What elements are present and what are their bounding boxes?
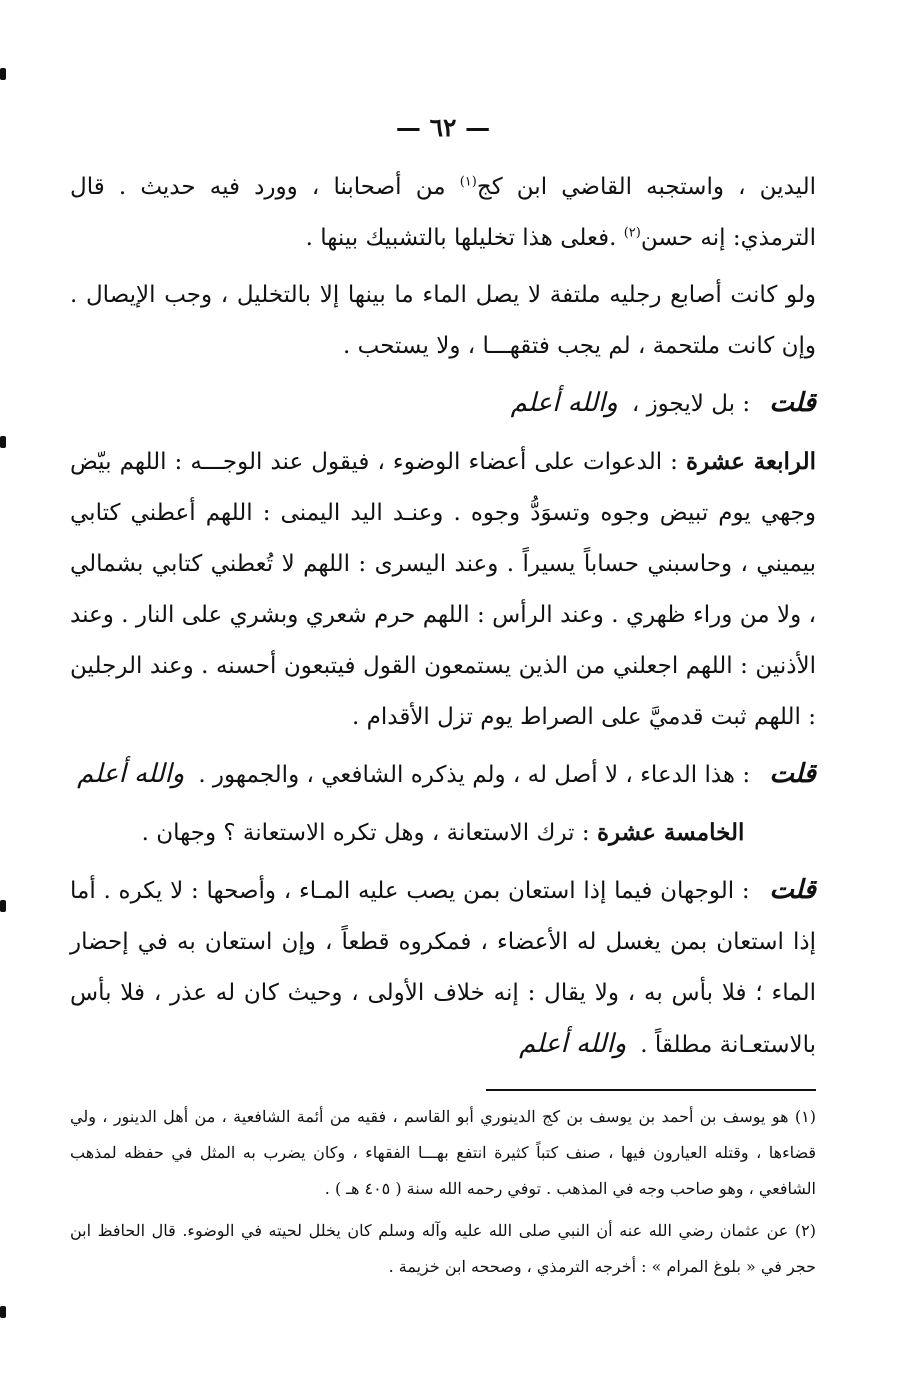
- wallahu-alam-signature: والله أعلم: [510, 388, 618, 418]
- qult-label: قلت: [769, 759, 816, 789]
- paragraph-toes: ولو كانت أصابع رجليه ملتفة لا يصل الماء ما بينها إلا بالتخليل ، وجب الإيصال . وإن كانت ملتحمة ، لم يجب فتقهـــا ، ولا يستحب .: [70, 282, 816, 359]
- wallahu-alam-signature: والله أعلم: [77, 759, 185, 789]
- footnote-separator: [486, 1089, 816, 1091]
- footnote-2: (٢) عن عثمان رضي الله عنه أن النبي صلى الله عليه وآله وسلم كان يخلل لحيته في الوضوء. قال الحافظ ابن حجر في « بلوغ المرام » : أخرجه الترمذي ، وصححه ابن خزيمة .: [70, 1221, 816, 1276]
- book-page: [70, 108, 816, 1338]
- wallahu-alam-signature: والله أعلم: [519, 1029, 627, 1059]
- scan-edge-mark: [0, 900, 6, 912]
- paragraph-text: .فعلى هذا تخليلها بالتشبيك بينها .: [305, 225, 624, 251]
- qult-label: قلت: [769, 388, 816, 418]
- comment-text: : هذا الدعاء ، لا أصل له ، ولم يذكره الشافعي ، والجمهور .: [198, 762, 758, 788]
- comment-text: : الوجهان فيما إذا استعان بمن يصب عليه المـاء ، وأصحها : لا يكره . أما إذا استعان بمن يغسل له الأعضاء ، فمكروه قطعاً ، وإن استعان به في إحضار الماء ؛ فلا بأس به ، ولا يقال : إنه خلاف الأولى ، وحيث كان له عذر ، فلا بأس بالاستعـانة مطلقاً .: [70, 878, 816, 1058]
- section-heading: الرابعة عشرة: [685, 448, 816, 475]
- footnote-ref-2: (٢): [623, 225, 641, 241]
- scan-edge-mark: [0, 68, 6, 80]
- comment-qult-1: [70, 378, 816, 430]
- section-fourteenth: [70, 436, 816, 743]
- comment-qult-2: [70, 749, 816, 801]
- paragraph-text: من أصحابنا ، وورد فيه حديث . قال الترمذي: إنه حسن: [70, 174, 816, 251]
- footnote-ref-1: (١): [459, 174, 477, 190]
- qult-label: قلت: [769, 875, 816, 905]
- page-number: — ٦٢ —: [395, 113, 491, 142]
- paragraph-text: اليدين ، واستجبه القاضي ابن كج: [476, 174, 816, 200]
- section-heading: الخامسة عشرة: [596, 819, 745, 846]
- section-fifteenth: [70, 807, 816, 859]
- scan-edge-mark: [0, 436, 6, 448]
- comment-qult-3: [70, 865, 816, 1071]
- scan-edge-mark: [0, 1306, 6, 1318]
- footnote-1: (١) هو يوسف بن أحمد بن يوسف بن كج الدينوري أبو القاسم ، فقيه من أئمة الشافعية ، من أهل الدينور ، ولي قضاءها ، وقتله العيارون فيها ، صنف كتباً كثيرة انتفع بهـــا الفقهاء ، وكان يضرب به المثل في حفظه لمذهب الشافعي ، وهو صاحب وجه في المذهب . توفي رحمه الله سنة ( ٤٠٥ هـ ) .: [70, 1107, 816, 1198]
- section-text: : الدعوات على أعضاء الوضوء ، فيقول عند الوجـــه : اللهم بيّض وجهي يوم تبيض وجوه وتسوَدُّ وجوه . وعنـد اليد اليمنى : اللهم أعطني كتابي بيميني ، وحاسبني حساباً يسيراً . وعند اليسرى : اللهم لا تُعطني كتابي بشمالي ، ولا من وراء ظهري . وعند الرأس : اللهم حرم شعري وبشري على النار . وعند الأذنين : اللهم اجعلني من الذين يستمعون القول فيتبعون أحسنه . وعند الرجلين : اللهم ثبت قدميَّ على الصراط يوم تزل الأقدام .: [70, 449, 816, 730]
- comment-text: : بل لايجوز ،: [631, 391, 758, 417]
- paragraph-intro: [70, 162, 816, 264]
- section-text: : ترك الاستعانة ، وهل تكره الاستعانة ؟ وجهان .: [141, 820, 597, 846]
